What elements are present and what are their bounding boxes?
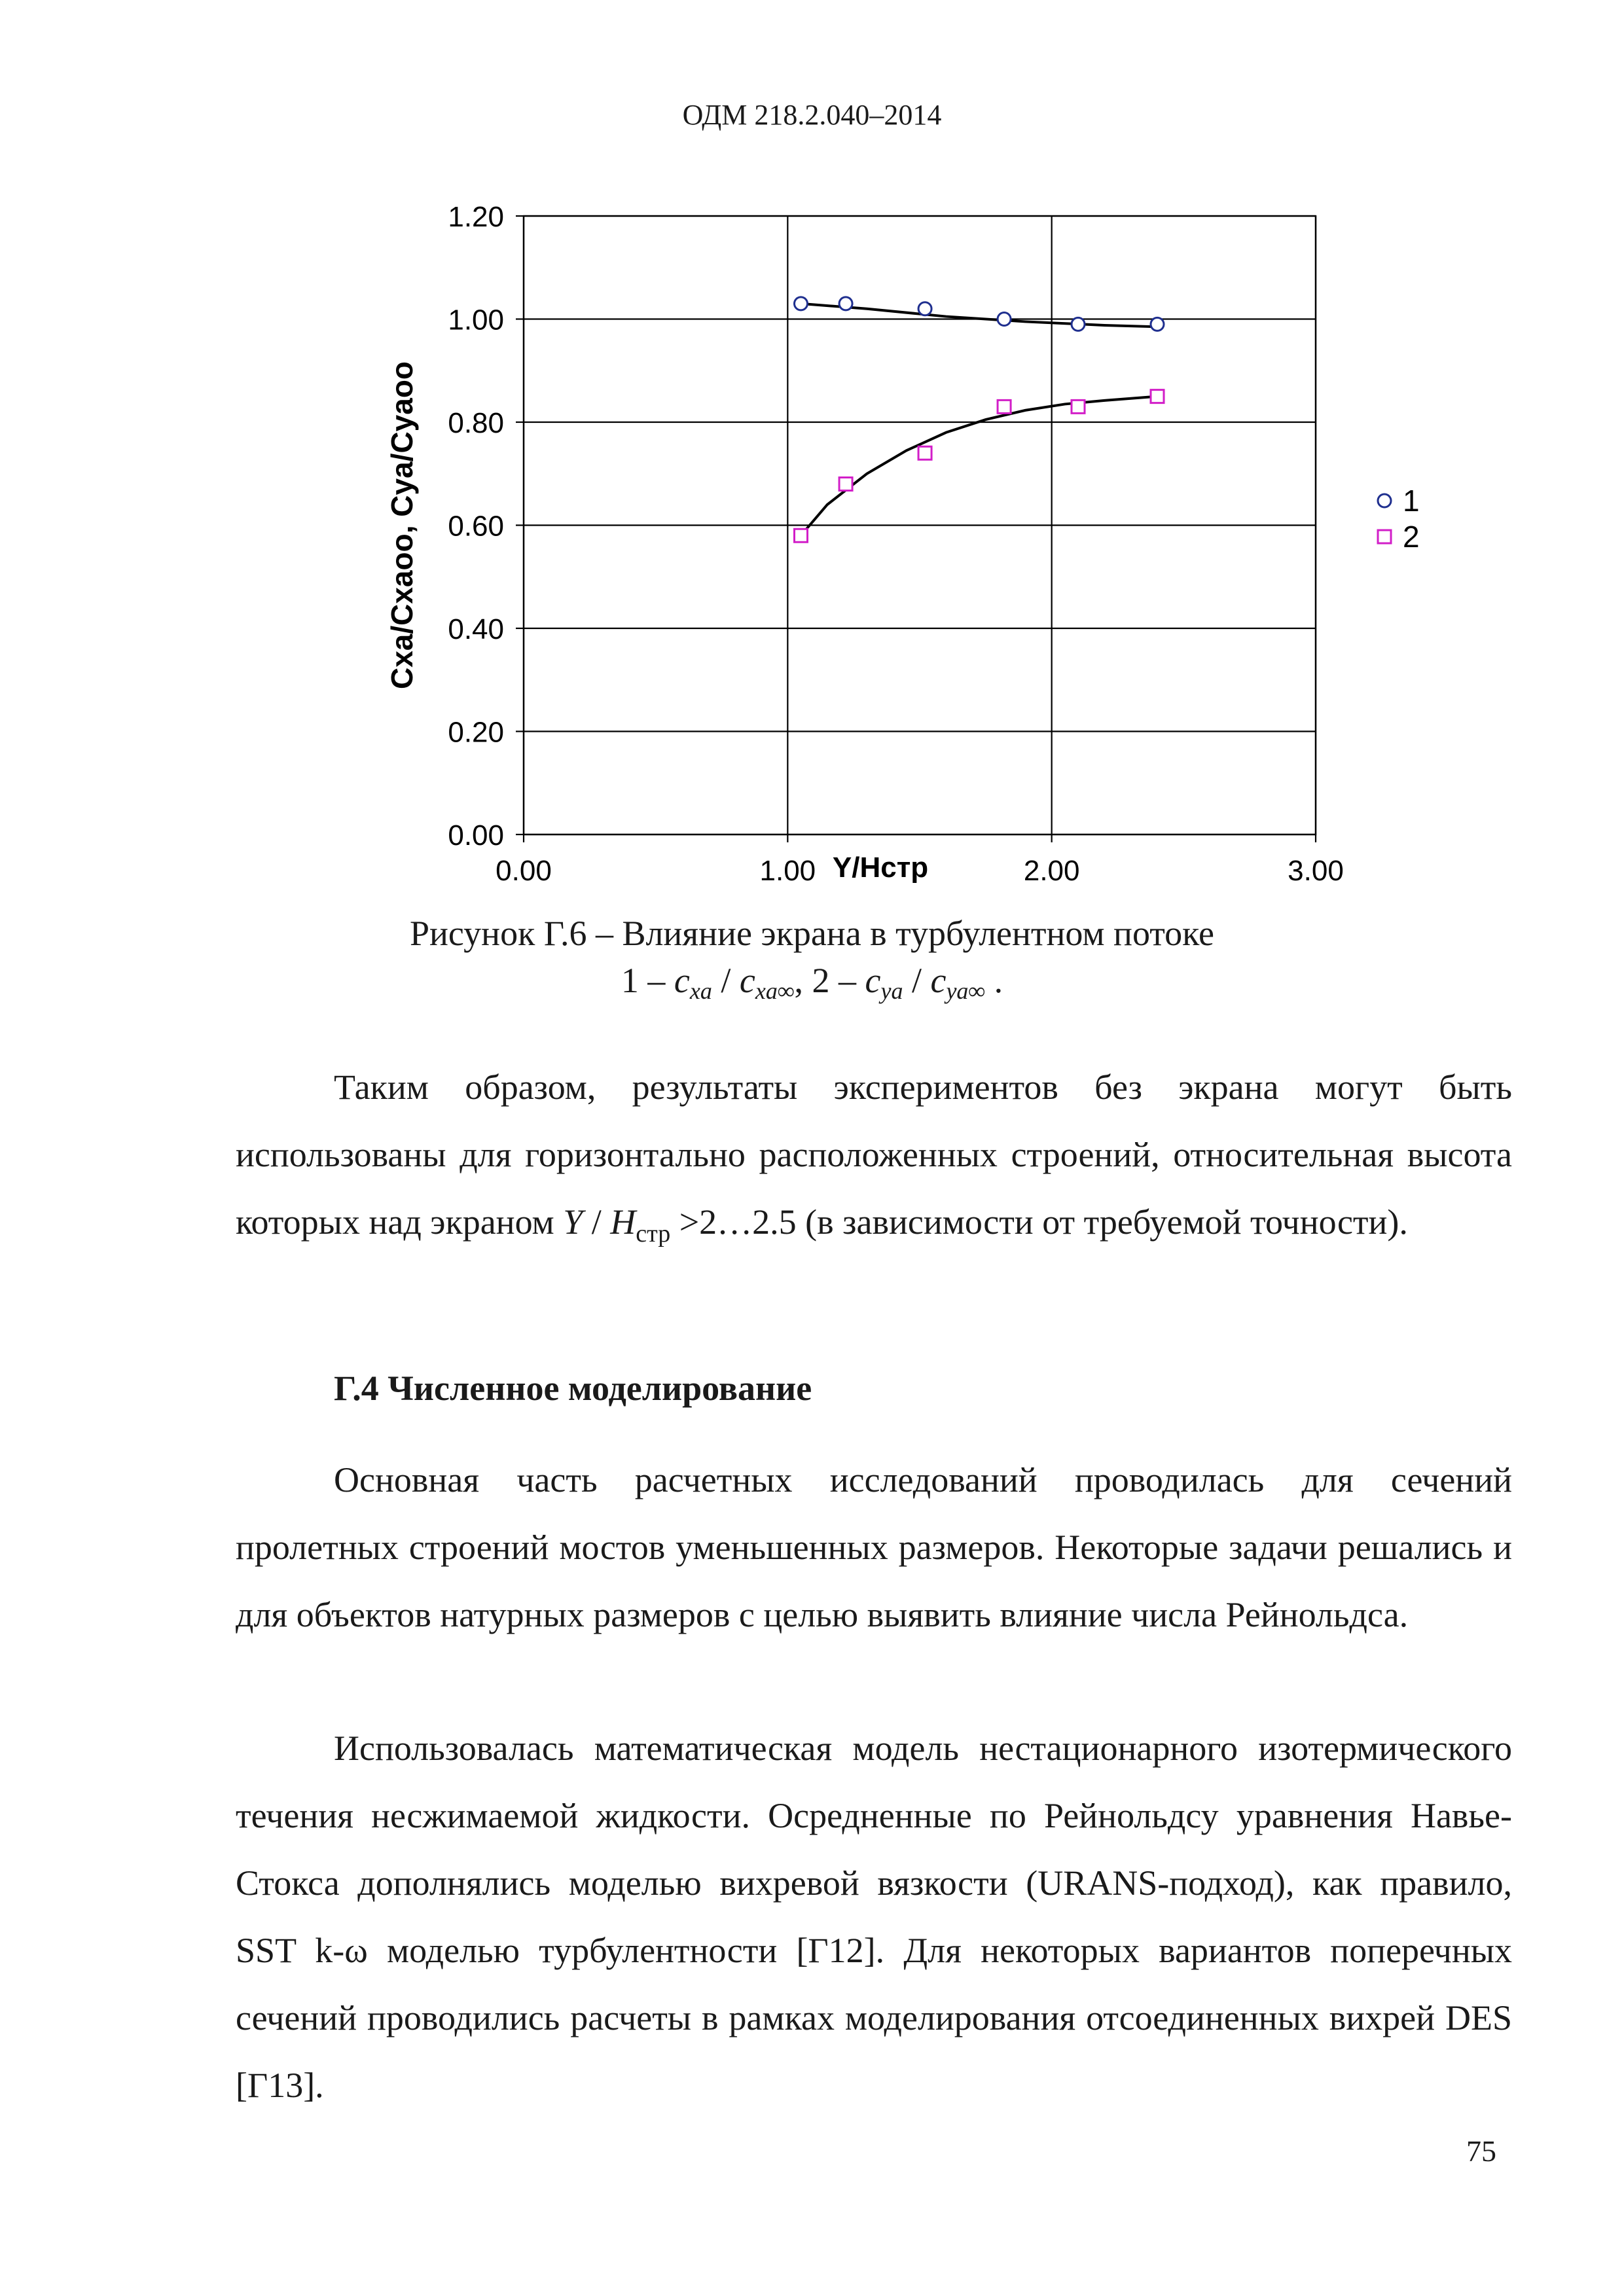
data-point-series-1 — [1151, 317, 1164, 331]
x-tick-label: 2.00 — [1023, 855, 1080, 887]
x-tick-label: 1.00 — [759, 855, 816, 887]
caption-line-2 — [0, 957, 1624, 1014]
caption-sub3: ya — [880, 978, 903, 1004]
chart-svg — [367, 177, 1492, 929]
y-tick-label: 0.20 — [448, 716, 504, 749]
legend-label-1: 1 — [1403, 484, 1420, 518]
paragraph-1 — [236, 1054, 1512, 1268]
caption-mid: , 2 – — [794, 961, 865, 1000]
para1-Y: Y — [563, 1202, 583, 1242]
y-tick-label: 0.60 — [448, 510, 504, 543]
caption-end: . — [985, 961, 1003, 1000]
legend-marker-2 — [1378, 530, 1391, 543]
caption-sub2: xa∞ — [755, 978, 795, 1004]
data-point-series-1 — [795, 297, 808, 310]
caption-sub4: ya∞ — [946, 978, 986, 1004]
caption-line-1: Рисунок Г.6 – Влияние экрана в турбулентном потоке — [410, 914, 1214, 953]
legend-label-2: 2 — [1403, 520, 1420, 554]
y-tick-label: 0.00 — [448, 819, 504, 852]
x-tick-label: 3.00 — [1288, 855, 1344, 887]
caption-sub1: xa — [689, 978, 712, 1004]
section-heading: Г.4 Численное моделирование — [334, 1369, 812, 1408]
paragraph-2: Основная часть расчетных исследований проводилась для сечений пролетных строений мостов уменьшенных размеров. Некоторые задачи решались и для объектов натурных размеров с целью выявить влияние числа Рейнольдса. — [236, 1460, 1512, 1634]
data-point-series-2 — [918, 446, 931, 459]
caption-c1: c — [674, 961, 690, 1000]
data-point-series-1 — [1072, 317, 1085, 331]
data-point-series-2 — [1151, 390, 1164, 403]
x-axis-title: Y/Hстр — [832, 852, 929, 884]
y-tick-label: 0.80 — [448, 407, 504, 439]
document-code-header: ОДМ 218.2.040–2014 — [682, 99, 942, 131]
page-number: 75 — [1466, 2134, 1496, 2168]
caption-c4: c — [930, 961, 947, 1000]
data-point-series-1 — [839, 297, 852, 310]
data-point-series-2 — [1072, 400, 1085, 413]
y-tick-label: 1.20 — [448, 201, 504, 233]
para1-slash: / — [583, 1202, 611, 1242]
trendline-series-1 — [801, 304, 1158, 327]
data-point-series-2 — [839, 478, 852, 491]
para1-sub: стр — [636, 1220, 671, 1247]
caption-c2: c — [739, 961, 755, 1000]
para1-before: Таким образом, результаты экспериментов без экрана могут быть использованы для горизонтально расположенных строений, относительная высота которых над экраном — [236, 1067, 1512, 1242]
para1-H: H — [610, 1202, 636, 1242]
para1-after: >2…2.5 (в зависимости от требуемой точности). — [670, 1202, 1408, 1242]
caption-item-1-prefix: 1 – — [621, 961, 674, 1000]
legend-marker-1 — [1378, 494, 1391, 507]
data-point-series-1 — [918, 302, 931, 315]
y-axis-title: Cxa/Cxaoo, Cya/Cyaoo — [385, 361, 419, 690]
paragraph-3: Использовалась математическая модель нестационарного изотермического течения несжимаемой жидкости. Осредненные по Рейнольдсу уравнения Навье-Стокса дополнялись моделью вихревой вязкости (URANS-подход), как правило, SST k-ω моделью турбулентности [Г12]. Для некоторых вариантов поперечных сечений проводились расчеты в рамках моделирования отсоединенных вихрей DES [Г13]. — [236, 1729, 1512, 2105]
y-tick-label: 0.40 — [448, 613, 504, 645]
data-point-series-1 — [998, 313, 1011, 326]
x-tick-label: 0.00 — [496, 855, 552, 887]
caption-slash2: / — [903, 961, 931, 1000]
data-point-series-2 — [998, 400, 1011, 413]
trendline-series-2 — [801, 397, 1158, 536]
data-point-series-2 — [795, 529, 808, 542]
y-tick-label: 1.00 — [448, 304, 504, 336]
caption-slash1: / — [712, 961, 740, 1000]
figure-caption — [0, 910, 1624, 1014]
chart-container — [367, 177, 1492, 929]
caption-c3: c — [865, 961, 881, 1000]
